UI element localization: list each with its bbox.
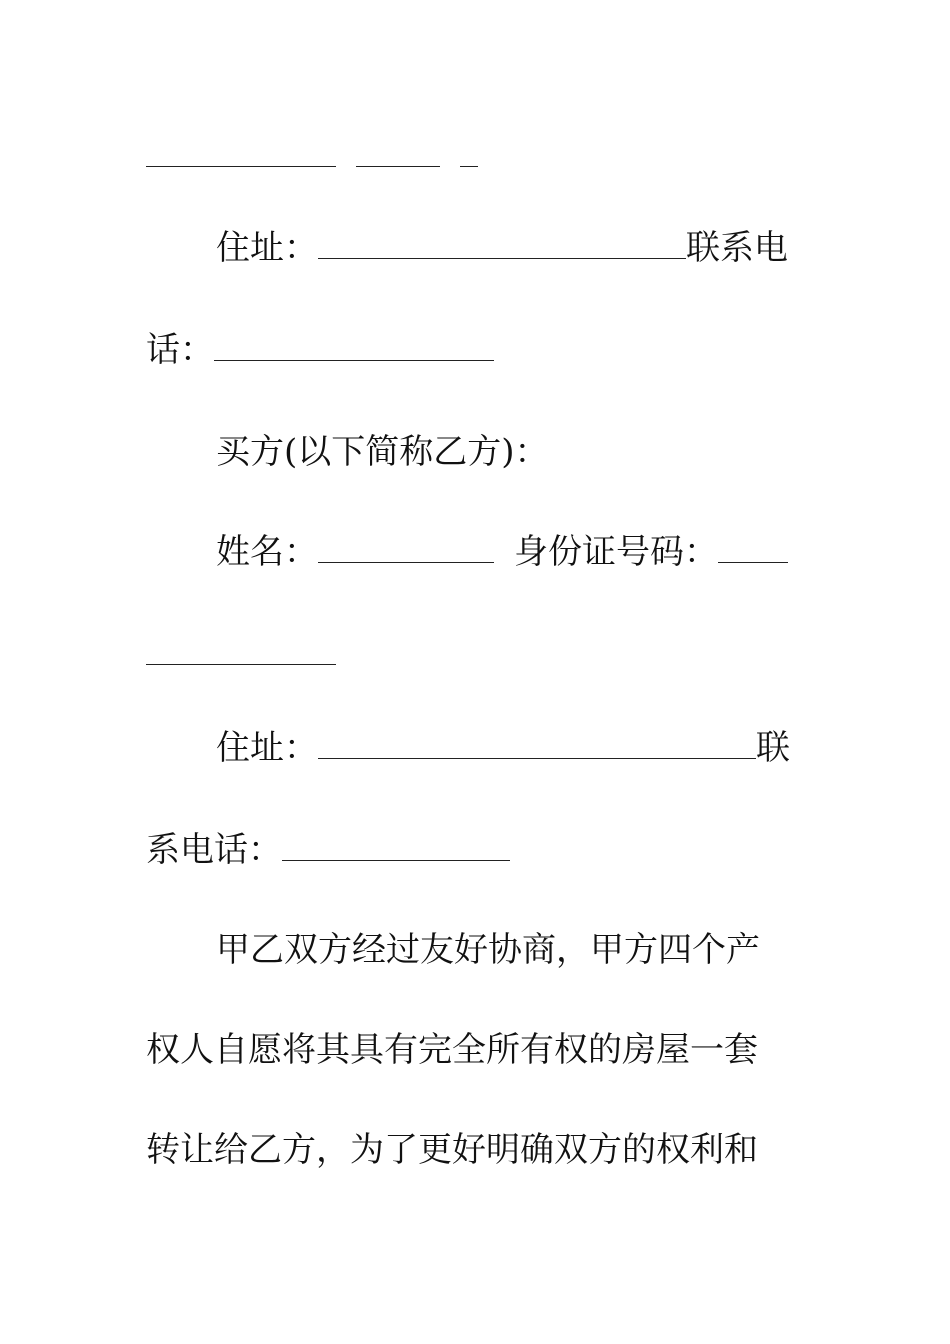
seller-phone-label: 联系电 <box>686 228 788 268</box>
buyer-id-label: 身份证号码： <box>514 532 718 572</box>
seller-phone-label-cont: 话： <box>146 330 214 370</box>
paragraph-line: 权人自愿将其具有完全所有权的房屋一套 <box>146 1030 758 1070</box>
buyer-name-label: 姓名： <box>216 532 318 572</box>
buyer-heading: 买方(以下简称乙方)： <box>216 432 549 472</box>
seller-address-label: 住址： <box>216 228 318 268</box>
blank-line <box>356 166 440 167</box>
buyer-address-label: 住址： <box>216 728 318 768</box>
buyer-id-blank-cont <box>146 664 336 665</box>
seller-phone-line <box>146 330 494 370</box>
buyer-phone-line <box>146 830 510 870</box>
buyer-phone-label-cont: 系电话： <box>146 830 282 870</box>
buyer-name-line <box>216 532 788 572</box>
seller-address-blank <box>318 230 686 259</box>
buyer-name-blank <box>318 534 494 563</box>
buyer-id-blank <box>718 534 788 563</box>
seller-address-line <box>216 228 788 268</box>
blank-line <box>146 166 336 167</box>
buyer-phone-blank <box>282 832 510 861</box>
paragraph-line: 转让给乙方，为了更好明确双方的权利和 <box>146 1130 758 1170</box>
buyer-phone-label: 联 <box>756 728 790 768</box>
buyer-address-blank <box>318 730 756 759</box>
paragraph-line: 甲乙双方经过友好协商，甲方四个产 <box>216 930 760 970</box>
seller-phone-blank <box>214 332 494 361</box>
buyer-address-line <box>216 728 790 768</box>
blank-line <box>460 166 478 167</box>
